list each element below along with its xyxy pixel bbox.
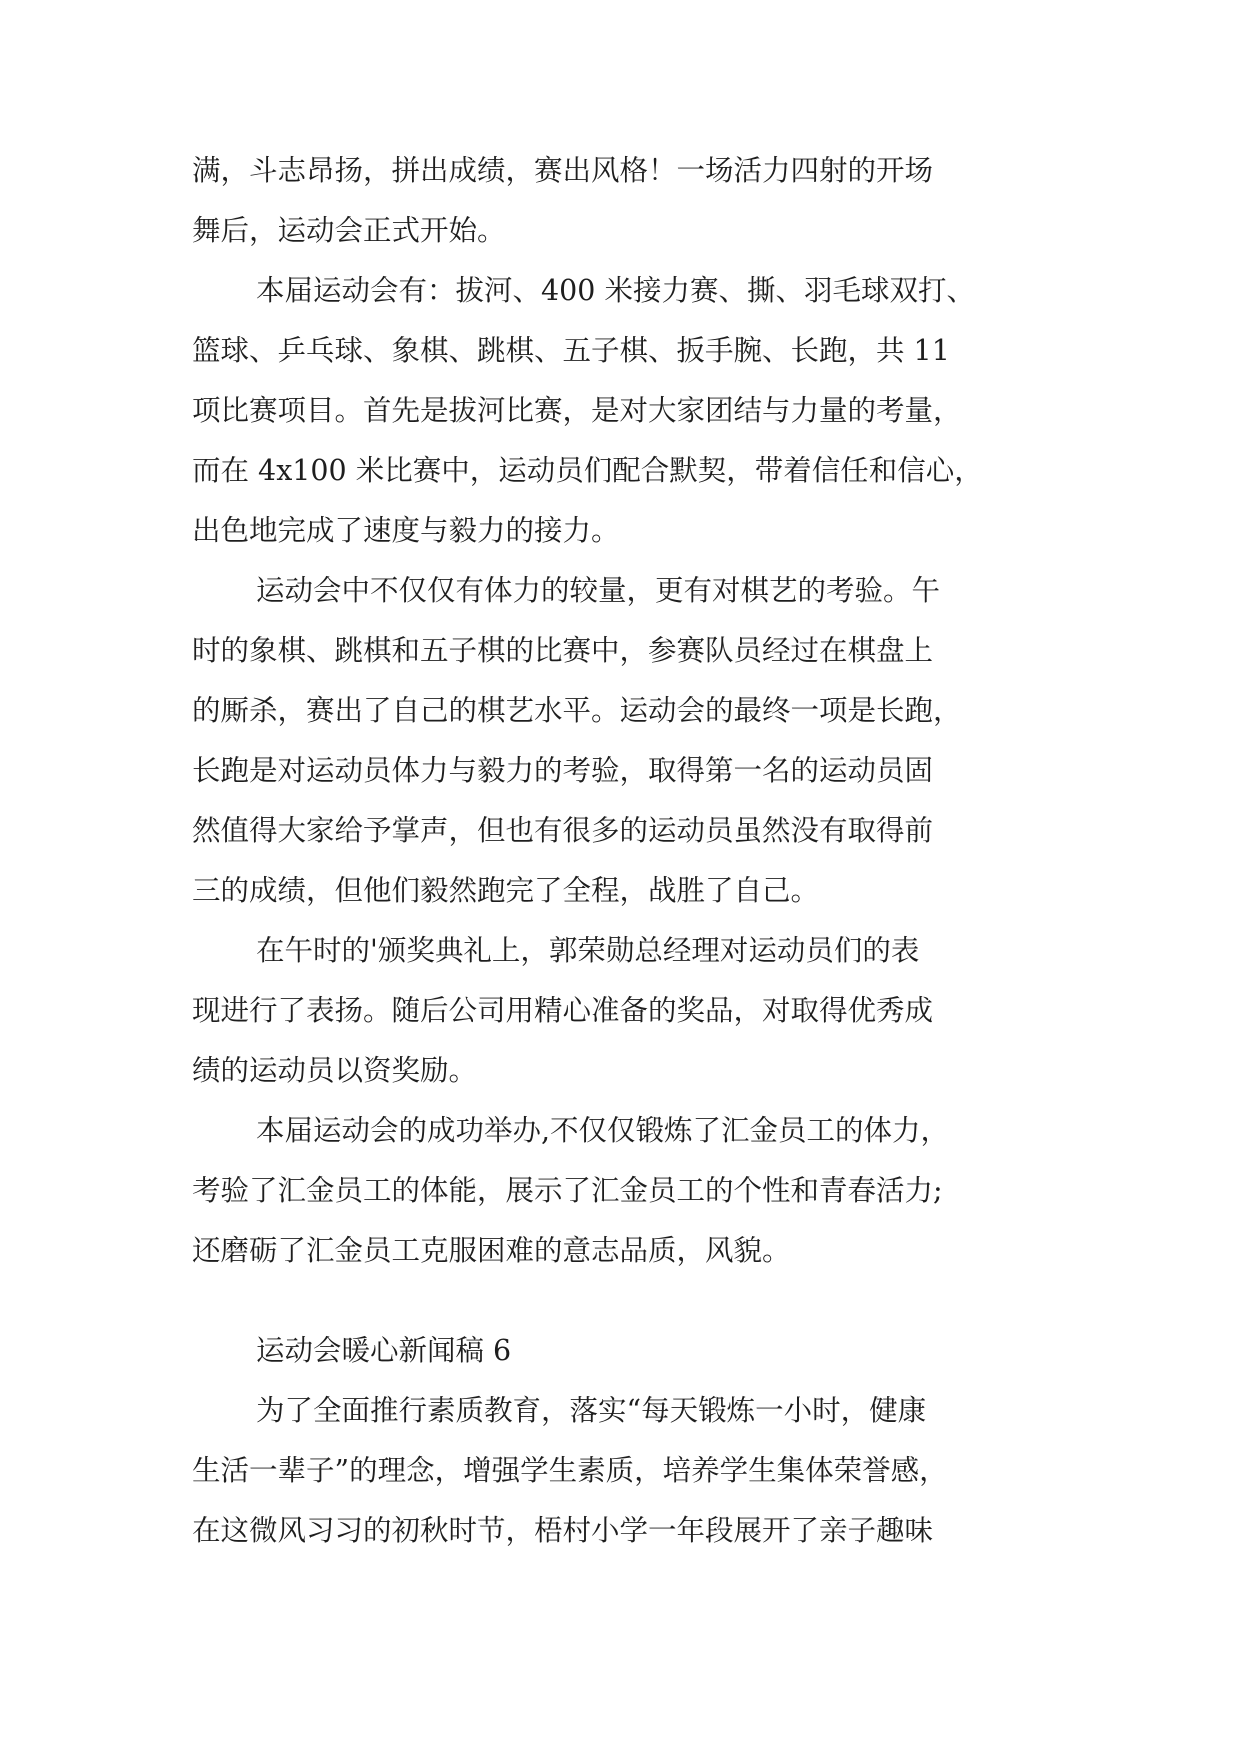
- paragraph-line: 满，斗志昂扬，拼出成绩，赛出风格！一场活力四射的开场: [192, 154, 934, 187]
- paragraph-line: 绩的运动员以资奖励。: [192, 1054, 478, 1087]
- paragraph-line: 三的成绩，但他们毅然跑完了全程，战胜了自己。: [192, 874, 820, 907]
- paragraph-line: 还磨砺了汇金员工克服困难的意志品质，风貌。: [192, 1234, 791, 1267]
- paragraph-line: 出色地完成了速度与毅力的接力。: [192, 514, 620, 547]
- paragraph-line: 在这微风习习的初秋时节，梧村小学一年段展开了亲子趣味: [192, 1514, 934, 1547]
- paragraph-line: 考验了汇金员工的体能，展示了汇金员工的个性和青春活力;: [192, 1174, 943, 1207]
- section-heading: 运动会暖心新闻稿 6: [256, 1334, 512, 1367]
- paragraph-line: 篮球、乒乓球、象棋、跳棋、五子棋、扳手腕、长跑，共 11: [192, 334, 950, 367]
- paragraph-line: 的厮杀，赛出了自己的棋艺水平。运动会的最终一项是长跑，: [192, 694, 962, 727]
- paragraph-line: 为了全面推行素质教育，落实“每天锻炼一小时，健康: [256, 1394, 927, 1427]
- paragraph-line: 舞后，运动会正式开始。: [192, 214, 506, 247]
- paragraph-line: 现进行了表扬。随后公司用精心准备的奖品，对取得优秀成: [192, 994, 934, 1027]
- paragraph-line: 然值得大家给予掌声，但也有很多的运动员虽然没有取得前: [192, 814, 934, 847]
- paragraph-line: 在午时的'颁奖典礼上，郭荣勋总经理对运动员们的表: [256, 934, 920, 967]
- paragraph-line: 长跑是对运动员体力与毅力的考验，取得第一名的运动员固: [192, 754, 934, 787]
- paragraph-line: 而在 4x100 米比赛中，运动员们配合默契，带着信任和信心，: [192, 454, 983, 487]
- paragraph-line: 项比赛项目。首先是拔河比赛，是对大家团结与力量的考量，: [192, 394, 962, 427]
- paragraph-line: 本届运动会的成功举办,不仅仅锻炼了汇金员工的体力，: [256, 1114, 950, 1147]
- paragraph-line: 本届运动会有：拔河、400 米接力赛、撕、羽毛球双打、: [256, 274, 975, 307]
- paragraph-line: 时的象棋、跳棋和五子棋的比赛中，参赛队员经过在棋盘上: [192, 634, 934, 667]
- paragraph-line: 生活一辈子”的理念，增强学生素质，培养学生集体荣誉感，: [192, 1454, 948, 1487]
- paragraph-line: 运动会中不仅仅有体力的较量，更有对棋艺的考验。午: [256, 574, 941, 607]
